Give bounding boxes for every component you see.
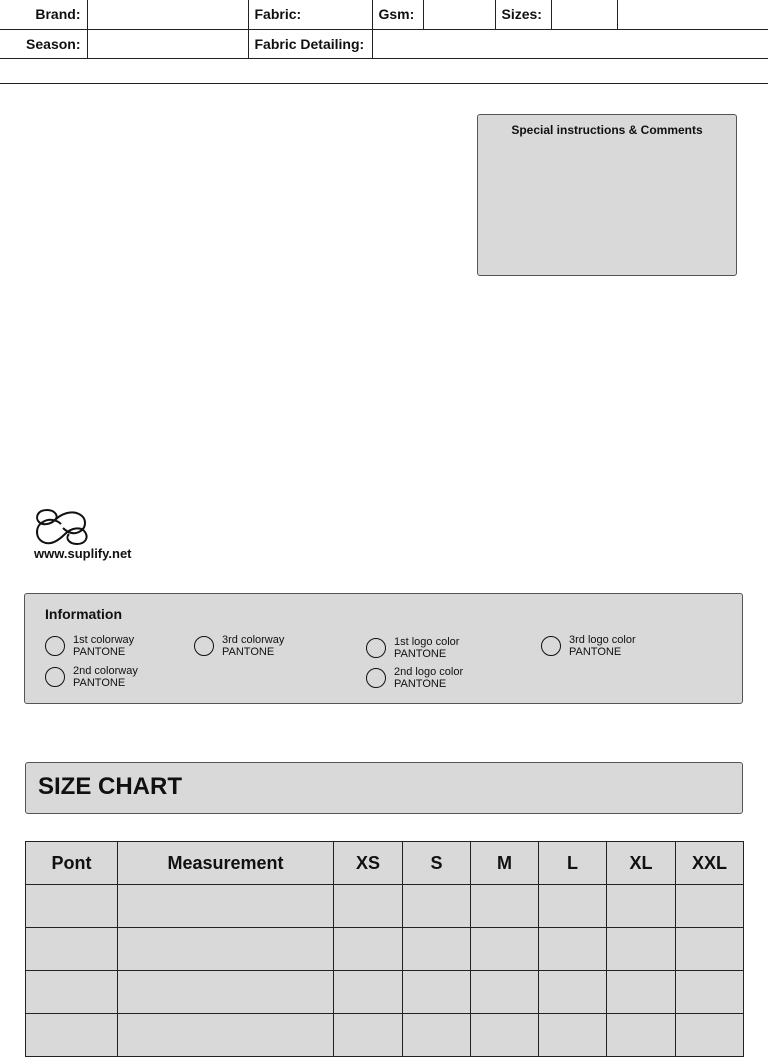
table-cell[interactable]: [334, 885, 403, 928]
special-instructions-title: Special instructions & Comments: [511, 123, 703, 137]
swatch-1st-logo-color[interactable]: [366, 636, 459, 660]
table-cell[interactable]: [471, 1014, 539, 1057]
table-cell[interactable]: [539, 885, 607, 928]
brand-label: Brand:: [0, 0, 87, 29]
table-cell[interactable]: [676, 928, 744, 971]
table-cell[interactable]: [676, 885, 744, 928]
table-cell[interactable]: [471, 885, 539, 928]
table-cell[interactable]: [539, 928, 607, 971]
table-row: [26, 1014, 744, 1057]
table-cell[interactable]: [334, 971, 403, 1014]
table-cell[interactable]: [118, 885, 334, 928]
table-cell[interactable]: [471, 971, 539, 1014]
swatch-2nd-colorway[interactable]: [45, 665, 138, 689]
fabric-label: Fabric:: [248, 0, 372, 29]
table-cell[interactable]: [539, 971, 607, 1014]
table-cell[interactable]: [607, 1014, 676, 1057]
swatch-1st-colorway[interactable]: [45, 634, 134, 658]
swatch-3rd-logo-color[interactable]: [541, 634, 636, 658]
table-cell[interactable]: [607, 885, 676, 928]
table-cell[interactable]: [403, 885, 471, 928]
table-cell[interactable]: [539, 1014, 607, 1057]
table-cell[interactable]: [403, 971, 471, 1014]
swatch-label: 2nd colorway: [73, 665, 138, 677]
sizes-field-extra[interactable]: [617, 0, 768, 29]
table-cell[interactable]: [26, 971, 118, 1014]
table-cell[interactable]: [676, 971, 744, 1014]
column-header-xs: XS: [334, 842, 403, 885]
column-header-point: Pont: [26, 842, 118, 885]
swatch-pantone: PANTONE: [73, 646, 126, 658]
table-row: [26, 885, 744, 928]
table-cell[interactable]: [26, 1014, 118, 1057]
website-link[interactable]: www.suplify.net: [34, 546, 132, 561]
swatch-label: 1st colorway: [73, 634, 135, 646]
suplify-logo-icon: [33, 508, 91, 551]
table-cell[interactable]: [607, 971, 676, 1014]
table-cell[interactable]: [118, 928, 334, 971]
gsm-field[interactable]: [423, 0, 495, 29]
season-field[interactable]: [87, 29, 248, 58]
fabric-detailing-label: Fabric Detailing:: [248, 29, 372, 58]
table-cell[interactable]: [334, 1014, 403, 1057]
column-header-s: S: [403, 842, 471, 885]
color-swatch-circle[interactable]: [366, 638, 386, 658]
table-cell[interactable]: [26, 928, 118, 971]
table-cell[interactable]: [118, 1014, 334, 1057]
table-row: [26, 928, 744, 971]
color-swatch-circle[interactable]: [194, 636, 214, 656]
sizes-label: Sizes:: [495, 0, 551, 29]
column-header-measurement: Measurement: [118, 842, 334, 885]
column-header-m: M: [471, 842, 539, 885]
information-title: Information: [45, 606, 122, 622]
size-chart-table: [25, 841, 744, 1057]
swatch-pantone: PANTONE: [569, 646, 622, 658]
swatch-pantone: PANTONE: [394, 648, 447, 660]
table-cell[interactable]: [607, 928, 676, 971]
color-swatch-circle[interactable]: [366, 668, 386, 688]
swatch-pantone: PANTONE: [394, 678, 447, 690]
swatch-2nd-logo-color[interactable]: [366, 666, 463, 690]
swatch-label: 3rd colorway: [222, 634, 285, 646]
table-cell[interactable]: [403, 1014, 471, 1057]
swatch-3rd-colorway[interactable]: [194, 634, 284, 658]
sizes-field[interactable]: [551, 0, 617, 29]
table-cell[interactable]: [334, 928, 403, 971]
size-chart-title: SIZE CHART: [38, 773, 182, 800]
fabric-detailing-field[interactable]: [372, 29, 768, 58]
swatch-label: 2nd logo color: [394, 666, 464, 678]
divider-line: [0, 83, 768, 84]
season-label: Season:: [0, 29, 87, 58]
table-cell[interactable]: [118, 971, 334, 1014]
brand-field[interactable]: [87, 0, 248, 29]
size-chart-header: [25, 762, 743, 814]
color-swatch-circle[interactable]: [45, 636, 65, 656]
color-swatch-circle[interactable]: [541, 636, 561, 656]
information-panel: [24, 593, 743, 704]
table-cell[interactable]: [26, 885, 118, 928]
column-header-l: L: [539, 842, 607, 885]
special-instructions-box[interactable]: [477, 114, 737, 276]
table-cell[interactable]: [403, 928, 471, 971]
table-cell[interactable]: [471, 928, 539, 971]
header-grid: [0, 0, 768, 59]
column-header-xxl: XXL: [676, 842, 744, 885]
gsm-label: Gsm:: [372, 0, 423, 29]
column-header-xl: XL: [607, 842, 676, 885]
size-chart-header-row: [26, 842, 744, 885]
swatch-pantone: PANTONE: [73, 677, 126, 689]
color-swatch-circle[interactable]: [45, 667, 65, 687]
table-row: [26, 971, 744, 1014]
table-cell[interactable]: [676, 1014, 744, 1057]
swatch-label: 1st logo color: [394, 636, 460, 648]
swatch-label: 3rd logo color: [569, 634, 636, 646]
divider-line: [0, 58, 768, 59]
swatch-pantone: PANTONE: [222, 646, 275, 658]
